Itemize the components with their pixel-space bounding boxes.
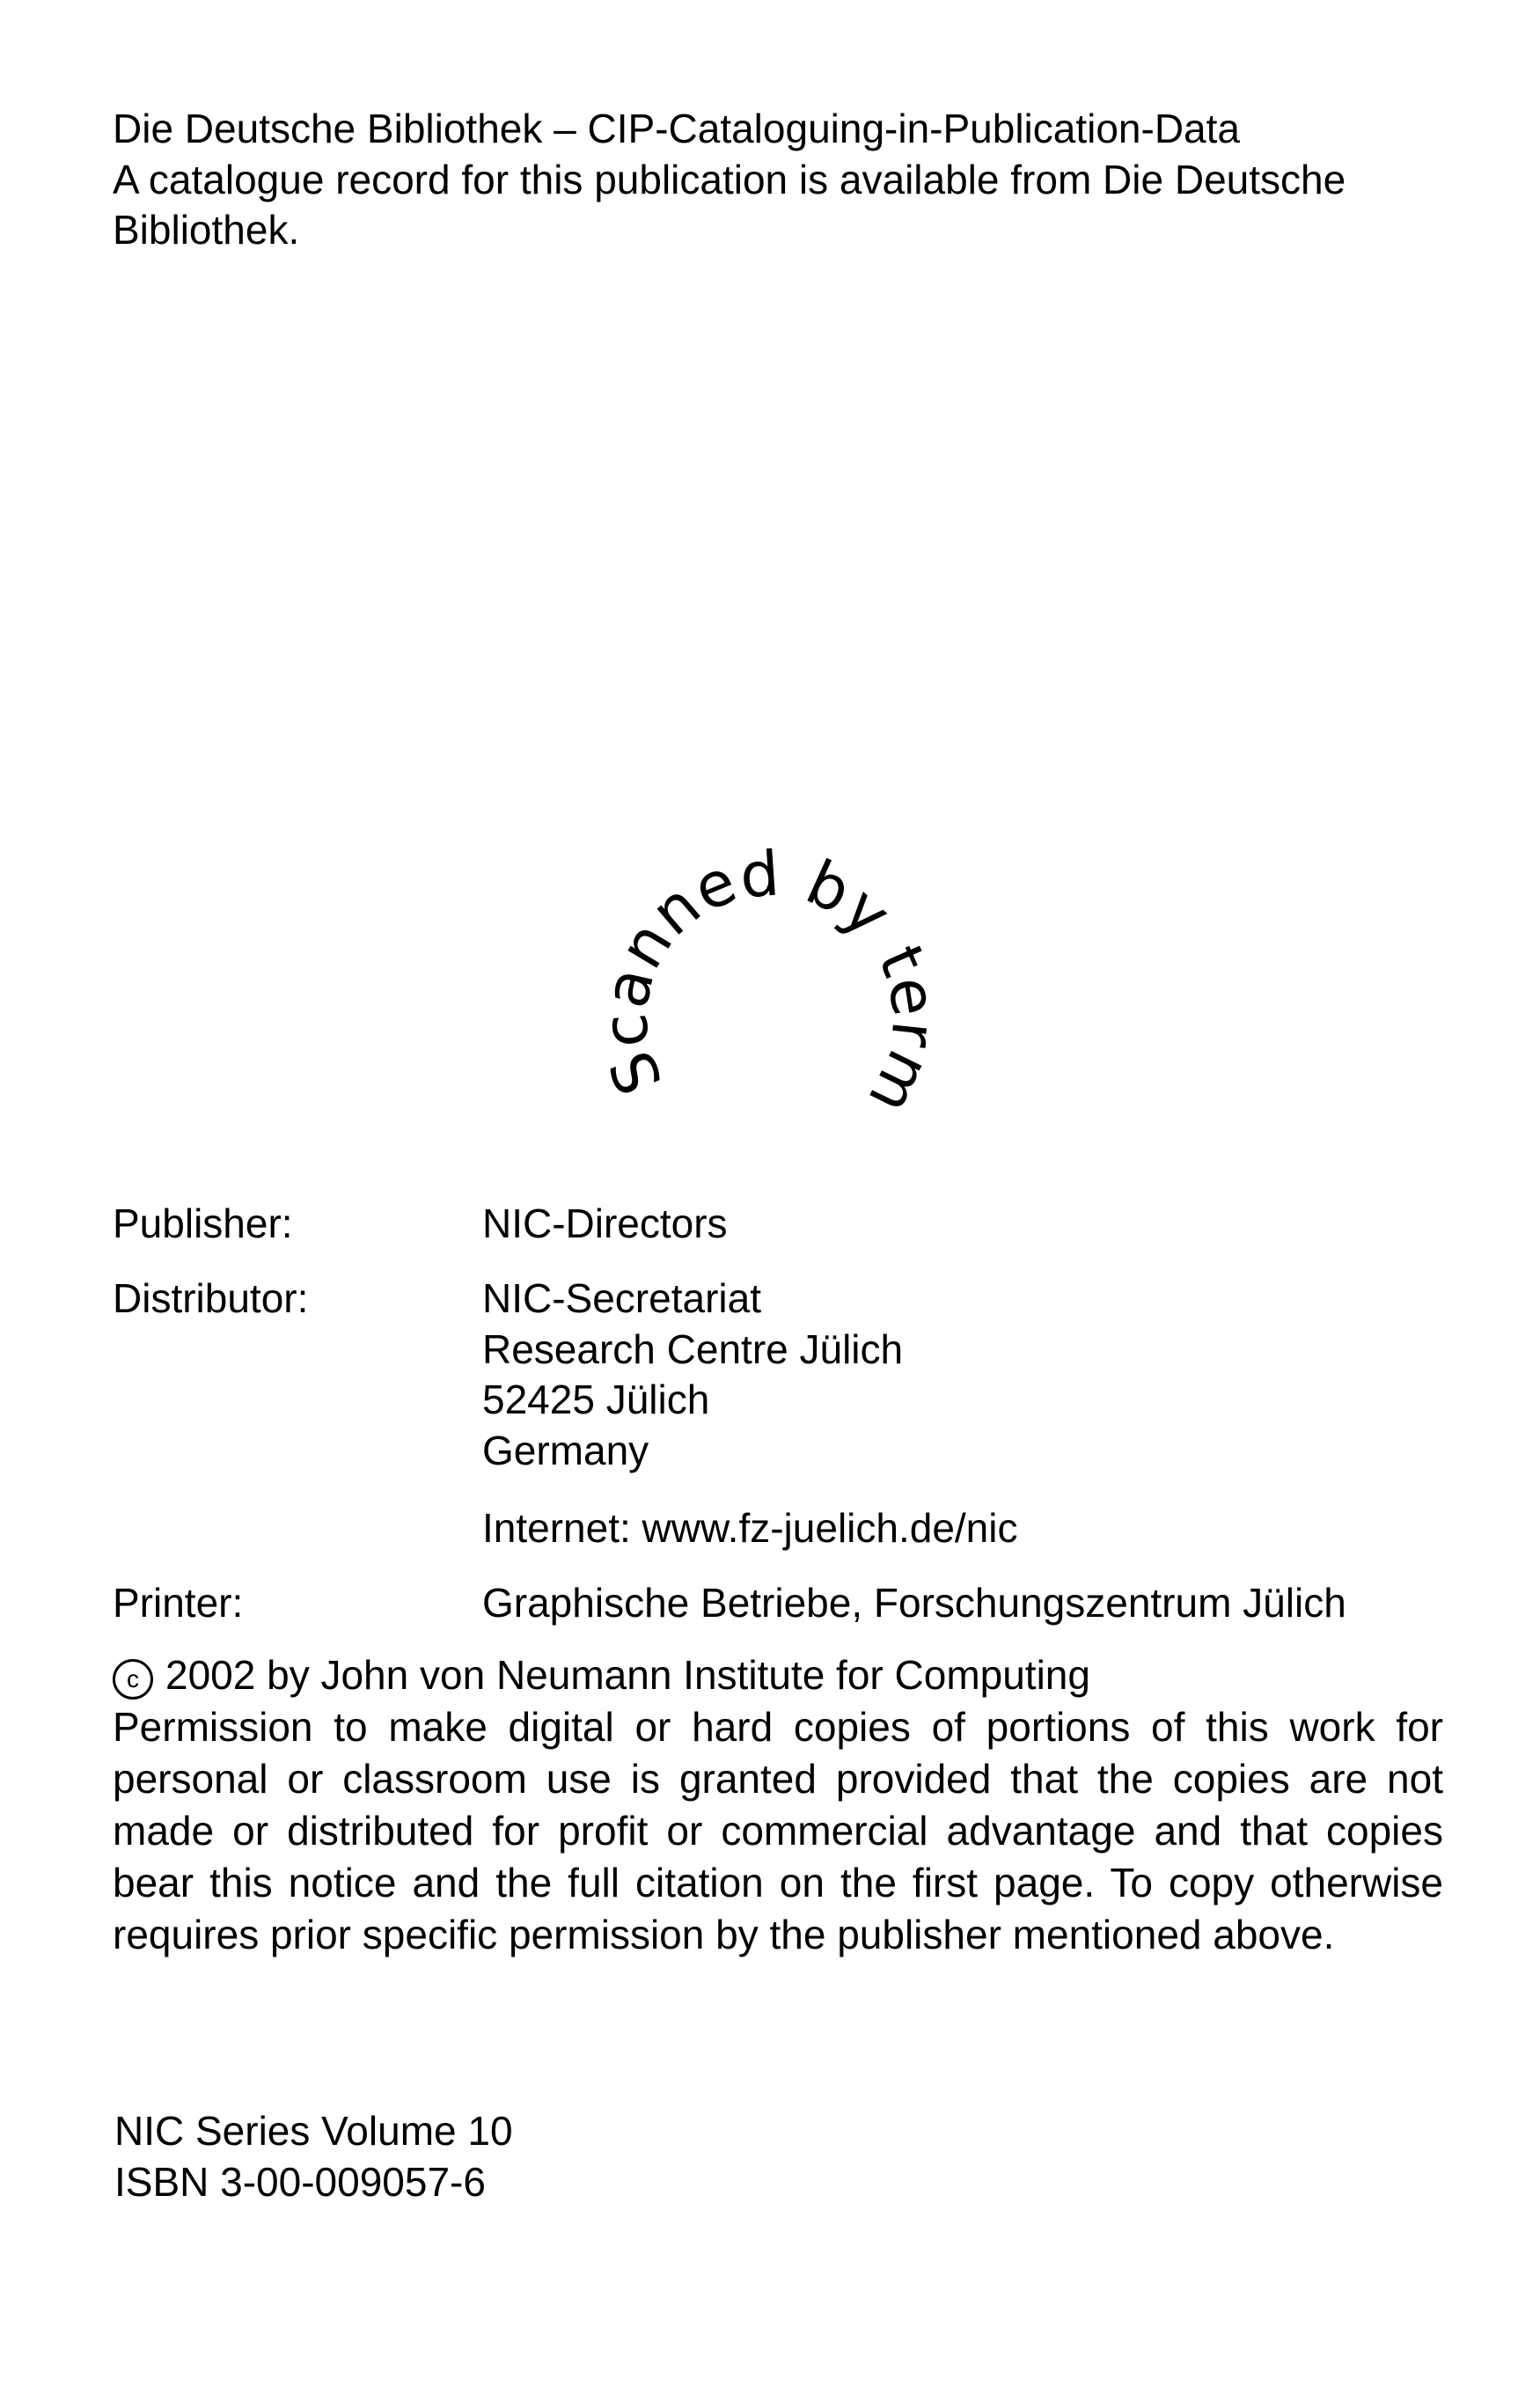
- printer-label: Printer:: [113, 1580, 244, 1626]
- internet-address: Internet: www.fz-juelich.de/nic: [482, 1505, 1018, 1551]
- copyright-icon: c: [113, 1659, 153, 1700]
- copyright-line: [113, 1650, 1443, 1701]
- isbn: ISBN 3-00-009057-6: [114, 2158, 486, 2205]
- cip-text-line: Bibliothek.: [113, 207, 300, 253]
- distributor-address-line: 52425 Jülich: [482, 1377, 710, 1422]
- series-info: [114, 2106, 513, 2207]
- publisher-label: Publisher:: [113, 1200, 293, 1246]
- scanned-by-stamp-graphic: [588, 761, 959, 1144]
- cip-text-line: A catalogue record for this publication is available from Die Deutsche: [113, 156, 1346, 202]
- distributor-address-line: Research Centre Jülich: [482, 1325, 904, 1372]
- series-volume: NIC Series Volume 10: [114, 2108, 513, 2154]
- publisher-value: NIC-Directors: [482, 1200, 728, 1246]
- cip-notice: [113, 104, 1443, 256]
- distributor-address: [482, 1274, 903, 1476]
- distributor-address-line: Germany: [482, 1427, 649, 1473]
- copyright-notice: [113, 1650, 1443, 1961]
- printer-value: Graphische Betriebe, Forschungszentrum Jülich: [482, 1580, 1346, 1626]
- distributor-label: Distributor:: [113, 1275, 309, 1321]
- cip-heading: Die Deutsche Bibliothek – CIP-Cataloguing-in-Publication-Data: [113, 106, 1240, 151]
- copyright-permission-text: Permission to make digital or hard copies of portions of this work for personal or classroom use is granted provided that the copies are not made or distributed for profit or commercial advantage and that copies bear this notice and the full citation on the first page. To copy otherwise requires prior specific permission by the publisher mentioned above.: [113, 1703, 1443, 1957]
- copyright-holder: 2002 by John von Neumann Institute for Computing: [165, 1652, 1090, 1698]
- distributor-address-line: NIC-Secretariat: [482, 1275, 761, 1321]
- stamp-text: Scanned by terminator: [588, 761, 951, 1126]
- svg-text:Scanned by terminator: [589, 761, 951, 1126]
- scanned-by-stamp: [588, 761, 959, 1144]
